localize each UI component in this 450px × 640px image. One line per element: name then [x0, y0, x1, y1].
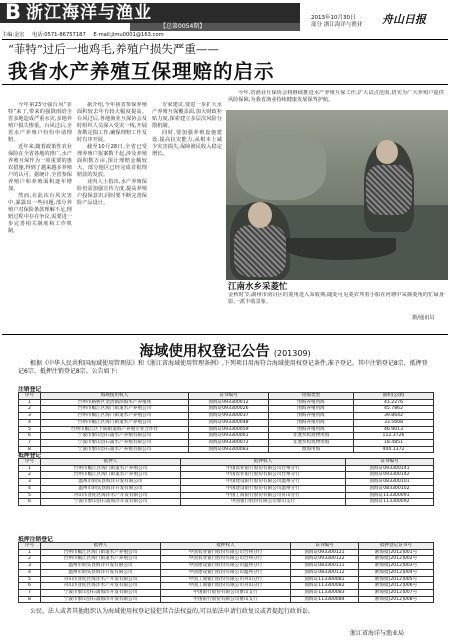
announcement-number: (201309) — [273, 349, 311, 358]
table-cell: 台州市椒江区海门街道水产养殖公司 — [41, 406, 189, 413]
table-cell: 浙海抵[2012]004号 — [359, 569, 434, 576]
tub-boat — [286, 238, 396, 260]
table-row — [19, 439, 434, 446]
table-cell: 浙海抵[2012]001号 — [359, 549, 434, 556]
column-header: 证书编号 — [189, 393, 269, 400]
table-cell: 6 — [19, 583, 41, 590]
table-row — [19, 472, 434, 479]
table-cell: 围海养殖用海 — [269, 426, 354, 433]
table-cell: 3 — [19, 563, 41, 570]
table-row — [19, 446, 434, 453]
column-header: 证书编号 — [291, 543, 359, 550]
table-cell: 围海养殖用海 — [269, 419, 354, 426]
photo-credit: 摄/通讯员 — [412, 315, 435, 321]
table-cell: 1 — [19, 399, 41, 406]
masthead-subband — [130, 23, 300, 31]
table-cell: 5 — [19, 492, 41, 499]
table-cell: 18.4851 — [354, 439, 434, 446]
table-cell: 非透水构筑物用海 — [269, 433, 354, 440]
column-header: 抵押人 — [41, 543, 161, 550]
table-cell: 舟山市普陀区海洋水产开发有限公司 — [41, 583, 161, 590]
table-header-row — [19, 459, 434, 466]
table-cell: 台州市椒江区海门街道水产养殖公司 — [41, 465, 181, 472]
column-header: 序号 — [19, 393, 41, 400]
table-cell: 国海证093300048 — [189, 419, 269, 426]
table-row — [19, 399, 434, 406]
table-cell: 台州市椒江区海门街道水产养殖公司 — [41, 472, 181, 479]
table-cell: 宁波市象山县石浦水产养殖有限公司 — [41, 439, 189, 446]
article-column-3 — [152, 102, 222, 334]
editor-phone: 电话:0571-86757187 — [32, 32, 86, 38]
table-cell: 围海养殖用海 — [269, 413, 354, 420]
table-cell: 中国建设银行股份有限公司温州分行 — [181, 479, 346, 486]
table-cell: 浙海抵[2012]007号 — [359, 589, 434, 596]
photo-caption-text: 金秋时节,湖州市南浔区的菱角进入采收期,随处可见菱农驾着小船在河塘中采摘菱角的忙碌身影,一派丰收景象。 — [228, 292, 444, 305]
table-cell: 国海证083300102 — [346, 485, 434, 492]
column-header: 抵押权人 — [161, 543, 291, 550]
table-header-row — [19, 393, 434, 400]
person-clothing — [234, 225, 286, 277]
paragraph: 据介绍,今年我省参保养殖面积较去年有较大幅度提高。台风过后,各地渔业互保协会及时组织人员深入受灾一线,开展查勘定损工作,确保理赔工作及时有序开展。 — [77, 102, 147, 143]
table-cell: 4 — [19, 569, 41, 576]
section-rule — [2, 334, 448, 335]
table-row — [19, 413, 434, 420]
table-cell: 国海证093300141 — [346, 465, 434, 472]
table-cell: 5 — [19, 426, 41, 433]
table-cell: 台州市椒江区海门街道水产养殖公司 — [41, 549, 161, 556]
issue-date: 2013年10月30日 — [311, 15, 356, 21]
table-cell: 国海证093300121 — [291, 549, 359, 556]
table-cell: 中国工商银行股份有限公司舟山分行 — [161, 583, 291, 590]
paragraph: 近年来,随着政策性农业保险在全省各地的推广,水产养殖互保作为一项重要的惠农措施,得到了越来越多养殖户的认可。据统计,全省参保养殖户和养殖面积逐年增加。 — [8, 144, 72, 192]
table-cell: 国海证093300037 — [189, 413, 269, 420]
table-header-row — [19, 543, 434, 550]
edition-label: 部分 浙江海洋与渔业 — [311, 22, 363, 28]
table-cell: 112.3726 — [354, 433, 434, 440]
table-cell: 7 — [19, 589, 41, 596]
table-cell: 中国建设银行股份有限公司温州分行 — [161, 569, 291, 576]
table-cell: 宁波市象山县石浦海洋开发有限公司 — [41, 589, 161, 596]
table-cell: 中国建设银行股份有限公司温州分行 — [161, 563, 291, 570]
table-cell: 2 — [19, 472, 41, 479]
table-row — [19, 419, 434, 426]
paragraph: 今年,省渔业互保协会将继续推进水产养殖互保工作,扩大试点范围,切实为广大养殖户提供风险保障,为我省渔业持续健康发展保驾护航。 — [228, 90, 444, 103]
table-caption: 抵押登记 — [18, 453, 42, 459]
article-column-2 — [77, 102, 147, 334]
person-clothing — [366, 165, 412, 215]
table-cell: 台州市路桥区金清镇滨海水产养殖场 — [41, 399, 189, 406]
paragraph: 专家建议,要进一步扩大水产养殖互保覆盖面,加大财政补贴力度,探索建立多层次风险分散机制。 — [152, 102, 222, 129]
table-cell: 舟山市普陀区海洋水产开发有限公司 — [41, 492, 181, 499]
column-header: 证书编号 — [346, 459, 434, 466]
article-column-1 — [8, 102, 72, 334]
table-caption: 抵押注销登记 — [18, 537, 53, 543]
table-cell: 温州市洞头县海洋开发有限公司 — [41, 569, 161, 576]
table-cell: 国海证093300059 — [189, 426, 269, 433]
table-cell: 39.8642 — [354, 413, 434, 420]
announcement-signer: 浙江省海洋与渔业局 — [350, 630, 405, 637]
table-cell: 2 — [19, 406, 41, 413]
table-cell: 1 — [19, 549, 41, 556]
mortgage-cancellation-table — [18, 542, 434, 603]
section-title: 浙江海洋与渔业 — [26, 3, 152, 23]
table-cell: 国海证093300072 — [189, 439, 269, 446]
headline-rule — [2, 84, 448, 85]
table-cell: 中国建设银行股份有限公司温州分行 — [181, 485, 346, 492]
table-cell: 中国银行股份有限公司象山支行 — [181, 499, 346, 506]
table-cell: 8 — [19, 596, 41, 603]
announcement-intro: 根据《中华人民共和国海域使用管理法》和《浙江省海域使用管理条例》,下列项目用海符合海域使用权登记条件,准予登记。其中注销登记8宗、抵押登记6宗、抵押注销登记8宗。公告如下: — [18, 360, 428, 375]
table-cell: 舟山市普陀区海洋水产开发有限公司 — [41, 576, 161, 583]
table-cell: 国海证113300091 — [346, 492, 434, 499]
table-cell: 台州市椒江区海门街道水产养殖公司 — [41, 413, 189, 420]
table-cell: 46.9013 — [354, 426, 434, 433]
table-row — [19, 596, 434, 603]
table-row — [19, 433, 434, 440]
table-row — [19, 556, 434, 563]
table-cell: 国海证093300026 — [189, 406, 269, 413]
table-cell: 2 — [19, 556, 41, 563]
table-cell: 国海证113300092 — [346, 499, 434, 506]
table-cell: 中国农业银行股份有限公司台州分行 — [181, 472, 346, 479]
table-cell: 中国工商银行股份有限公司舟山分行 — [181, 492, 346, 499]
column-header: 海域使用权人 — [41, 393, 189, 400]
table-cell: 国海证113300082 — [291, 583, 359, 590]
table-cell: 台州市椒江区下陈街道海产养殖专业合作社 — [41, 426, 189, 433]
table-row — [19, 406, 434, 413]
table-row — [19, 569, 434, 576]
table-cell: 国海证113300083 — [291, 589, 359, 596]
table-row — [19, 426, 434, 433]
news-photo — [226, 110, 448, 280]
table-cell: 浙海抵[2012]003号 — [359, 563, 434, 570]
table-cell: 中国农业银行股份有限公司台州分行 — [181, 465, 346, 472]
table-row — [19, 576, 434, 583]
editor-line — [2, 31, 448, 40]
table-cell: 4 — [19, 485, 41, 492]
table-cell: 3 — [19, 413, 41, 420]
table-cell: 国海证093300012 — [189, 399, 269, 406]
paragraph: 截至10月28日,全省已受理养殖户报案数千起,涉及养殖面积数万亩,预计理赔金额较大。部分地区已经完成首批理赔款的发放。 — [77, 144, 147, 178]
paragraph: 今年第23号强台风“菲特”来了,带来的强降雨给全省多地造成严重水灾,多地养殖户损失惨重。台风过后,全省水产养殖户纷纷申请理赔。 — [8, 102, 72, 143]
article-headline: 我省水产养殖互保理赔的启示 — [8, 60, 275, 83]
table-row — [19, 492, 434, 499]
table-cell: 1 — [19, 465, 41, 472]
article-subhead: “菲特”过后一地鸡毛,养殖户损失严重—— — [8, 42, 219, 56]
table-row — [19, 479, 434, 486]
table-cell: 台州市椒江区海门街道水产养殖公司 — [41, 556, 161, 563]
table-cell: 5 — [19, 576, 41, 583]
table-cell: 浙海抵[2012]008号 — [359, 596, 434, 603]
table-cell: 宁波市象山县石浦水产养殖有限公司 — [41, 433, 189, 440]
table-cell: 国海证113300084 — [291, 596, 359, 603]
table-cell: 中国银行股份有限公司象山支行 — [161, 596, 291, 603]
table-cell: 国海证083300111 — [291, 563, 359, 570]
table-cell: 围海养殖用海 — [269, 399, 354, 406]
table-cell: 中国农业银行股份有限公司台州分行 — [161, 549, 291, 556]
table-cell: 8 — [19, 446, 41, 453]
table-row — [19, 583, 434, 590]
section-letter: B — [4, 0, 21, 24]
table-row — [19, 563, 434, 570]
editor-name: 主编:金宏 — [2, 32, 25, 38]
table-row — [19, 589, 434, 596]
table-cell: 41.2276 — [354, 399, 434, 406]
photo-caption-title: 江南水乡采菱忙 — [228, 282, 288, 292]
table-cell: 温州市洞头县海洋开发有限公司 — [41, 485, 181, 492]
table-cell: 7 — [19, 439, 41, 446]
table-row — [19, 465, 434, 472]
announcement-title — [0, 340, 450, 361]
table-cell: 非透水构筑物用海 — [269, 439, 354, 446]
table-cell: 浙海抵[2012]002号 — [359, 556, 434, 563]
person-face — [376, 140, 398, 164]
announcement-heading: 海域使用权登记公告 — [139, 343, 270, 360]
column-header: 抵押人 — [41, 459, 181, 466]
table-cell: 国海证083300112 — [291, 569, 359, 576]
table-cell: 浙海抵[2012]006号 — [359, 583, 434, 590]
masthead — [0, 0, 450, 31]
column-header: 用海类型 — [269, 393, 354, 400]
table-cell: 中国银行股份有限公司象山支行 — [161, 589, 291, 596]
column-header: 序号 — [19, 543, 41, 550]
table-cell: 温州市洞头县海洋开发有限公司 — [41, 479, 181, 486]
editor-email: E-mail:jlmu0001@163.com — [93, 32, 164, 38]
table-cell: 国海证093300122 — [291, 556, 359, 563]
person-face — [248, 202, 272, 228]
table-cell: 中国农业银行股份有限公司台州分行 — [161, 556, 291, 563]
cancellation-table — [18, 392, 434, 453]
table-cell: 国海证093300061 — [189, 433, 269, 440]
table-cell: 国海证093300083 — [189, 446, 269, 453]
announcement-outro: 公民、法人或者其他组织认为海域使用权登记侵犯其合法权益的,可以依法申请行政复议或者提起行政诉讼。 — [30, 608, 314, 615]
table-row — [19, 549, 434, 556]
table-cell: 3 — [19, 479, 41, 486]
column-header: 抵押权人 — [181, 459, 346, 466]
table-cell: 国海证093300142 — [346, 472, 434, 479]
article-column-4 — [228, 90, 444, 109]
table-cell: 围海养殖用海 — [269, 406, 354, 413]
table-cell: 国海证113300081 — [291, 576, 359, 583]
paragraph: 业内人士指出,水产养殖保险仍需加强宣传力度,提高养殖户投保意识,同时要不断完善保险产品设计。 — [77, 179, 147, 206]
table-cell: 国海证083300101 — [346, 479, 434, 486]
table-cell: 浙海抵[2012]005号 — [359, 576, 434, 583]
table-cell: 33.5608 — [354, 419, 434, 426]
paper-logo: 舟山日报 — [382, 13, 426, 26]
table-cell: 台州市椒江区海门街道水产养殖公司 — [41, 419, 189, 426]
issue-number: 【总第0054期】 — [160, 23, 206, 30]
table-cell: 6 — [19, 499, 41, 506]
mortgage-table — [18, 458, 434, 506]
table-caption: 注销登记 — [18, 387, 42, 393]
paragraph: 同时,要加强养殖设施建设,提高抗灾能力,从根本上减少灾害损失,保障渔民收入稳定增长。 — [152, 130, 222, 157]
table-cell: 温州市洞头县海洋开发有限公司 — [41, 563, 161, 570]
table-cell: 45.7862 — [354, 406, 434, 413]
table-cell: 4 — [19, 419, 41, 426]
column-header: 抵押登记证书号 — [359, 543, 434, 550]
table-cell: 宁波市象山县石浦海洋开发有限公司 — [41, 499, 181, 506]
foliage — [236, 130, 326, 200]
column-header: 面积(公顷) — [354, 393, 434, 400]
table-row — [19, 499, 434, 506]
table-cell: 404.1372 — [354, 446, 434, 453]
column-header: 序号 — [19, 459, 41, 466]
table-cell: 宁波市象山县石浦水产养殖有限公司 — [41, 446, 189, 453]
table-cell: 围海用海 — [269, 446, 354, 453]
table-cell: 6 — [19, 433, 41, 440]
table-cell: 中国工商银行股份有限公司舟山分行 — [161, 576, 291, 583]
paragraph: 然而,在此次台风灾害中,暴露出一些问题,部分养殖户对保险条款理解不足,理赔过程中存在争议,需要进一步完善相关制度和工作机制。 — [8, 193, 72, 234]
table-row — [19, 485, 434, 492]
table-cell: 宁波市象山县石浦海洋开发有限公司 — [41, 596, 161, 603]
